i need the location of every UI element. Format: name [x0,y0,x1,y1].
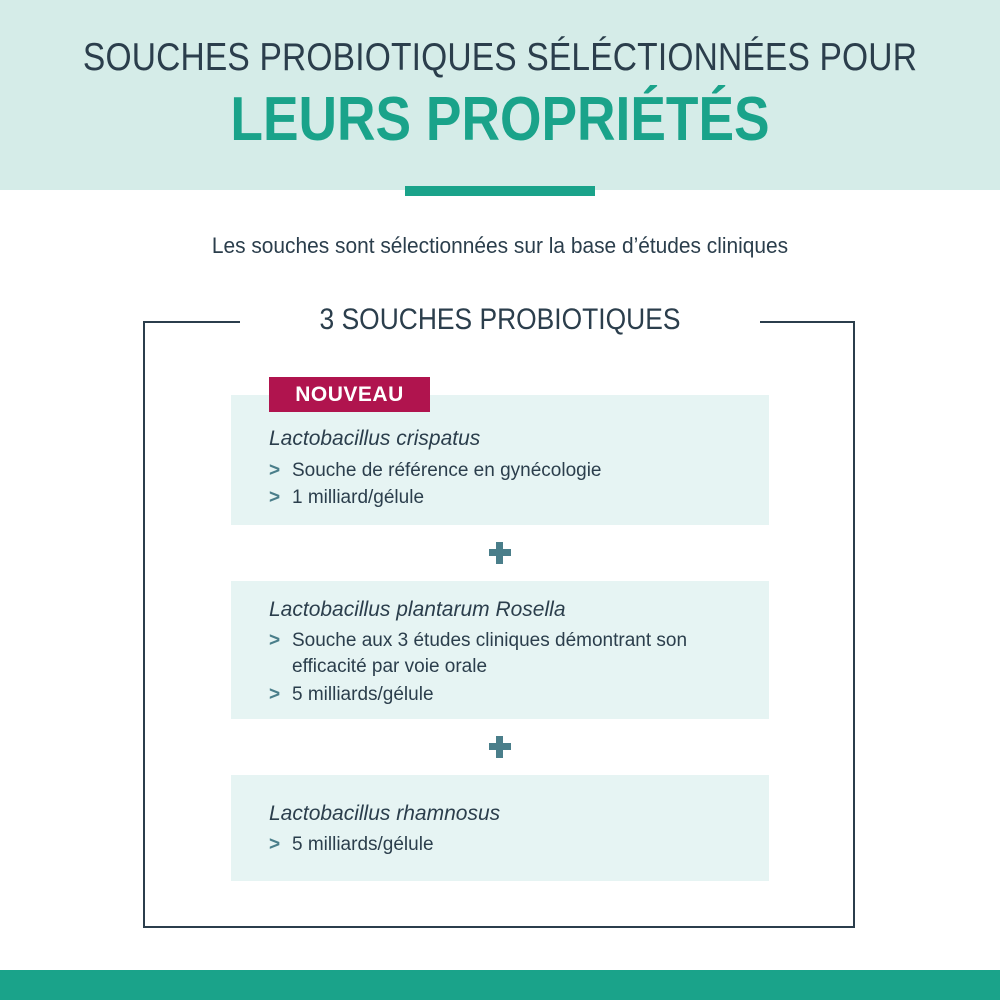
header-banner [0,0,1000,190]
strain-bullet [269,458,749,484]
title-line-1: SOUCHES PROBIOTIQUES SÉLÉCTIONNÉES POUR [82,36,918,79]
strain-bullet [269,628,699,680]
bullet-text: 1 milliard/gélule [292,487,425,508]
chevron-right-icon: > [269,834,281,855]
footer-bar [0,970,1000,1000]
strain-card-rhamnosus [231,775,769,881]
strain-name: Lactobacillus crispatus [269,427,481,450]
strain-card-plantarum [231,581,769,719]
strain-bullet [269,682,749,708]
chevron-right-icon: > [269,460,281,481]
strain-card-crispatus [231,395,769,525]
bullet-text: 5 milliards/gélule [292,684,434,705]
chevron-right-icon: > [269,630,281,651]
title-underline [405,186,595,196]
strain-bullet [269,832,749,858]
bullet-text: Souche de référence en gynécologie [292,460,602,481]
bullet-text: Souche aux 3 études cliniques démontrant son efficacité par voie orale [292,630,688,677]
plus-icon [485,732,515,762]
chevron-right-icon: > [269,684,281,705]
chevron-right-icon: > [269,487,281,508]
title-line-2: LEURS PROPRIÉTÉS [230,85,770,154]
new-badge: NOUVEAU [269,377,430,412]
plus-icon [485,538,515,568]
subtitle: Les souches sont sélectionnées sur la base d’études cliniques [211,233,789,258]
strain-name: Lactobacillus plantarum Rosella [269,598,566,621]
strain-name: Lactobacillus rhamnosus [269,802,501,825]
strain-bullet [269,485,749,511]
bullet-text: 5 milliards/gélule [292,834,434,855]
section-title: 3 SOUCHES PROBIOTIQUES [319,303,681,336]
